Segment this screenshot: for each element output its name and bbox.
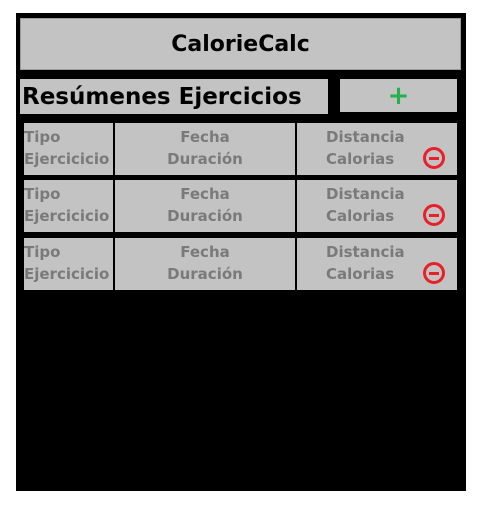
exercise-distance-cell bbox=[297, 238, 457, 290]
exercise-date: Fecha bbox=[180, 243, 230, 261]
section-title: Resúmenes Ejercicios bbox=[20, 79, 328, 114]
exercise-date-cell bbox=[115, 238, 295, 290]
exercise-distance-cell bbox=[297, 180, 457, 232]
minus-icon bbox=[429, 214, 439, 217]
exercise-type-label: Tipo bbox=[24, 128, 61, 146]
exercise-date: Fecha bbox=[180, 185, 230, 203]
plus-icon: + bbox=[387, 80, 410, 111]
exercise-duration: Duración bbox=[167, 150, 243, 168]
exercise-calories: Calorias bbox=[326, 265, 395, 283]
exercise-calories: Calorias bbox=[326, 207, 395, 225]
remove-exercise-button[interactable] bbox=[423, 262, 445, 284]
remove-exercise-button[interactable] bbox=[423, 204, 445, 226]
minus-icon bbox=[429, 272, 439, 275]
list-item bbox=[24, 180, 457, 232]
exercise-type-value: Ejercicicio bbox=[24, 150, 110, 168]
remove-exercise-button[interactable] bbox=[423, 147, 445, 169]
exercise-type-label: Tipo bbox=[24, 185, 61, 203]
exercise-distance: Distancia bbox=[326, 128, 405, 146]
exercise-type-value: Ejercicicio bbox=[24, 207, 110, 225]
exercise-type-value: Ejercicicio bbox=[24, 265, 110, 283]
app-window bbox=[16, 13, 466, 491]
exercise-type-cell bbox=[24, 123, 113, 175]
minus-icon bbox=[429, 157, 439, 160]
list-item bbox=[24, 123, 457, 175]
exercise-type-label: Tipo bbox=[24, 243, 61, 261]
exercise-duration: Duración bbox=[167, 265, 243, 283]
exercise-duration: Duración bbox=[167, 207, 243, 225]
exercise-distance: Distancia bbox=[326, 185, 405, 203]
exercise-type-cell bbox=[24, 238, 113, 290]
exercise-distance: Distancia bbox=[326, 243, 405, 261]
exercise-type-cell bbox=[24, 180, 113, 232]
exercise-date-cell bbox=[115, 180, 295, 232]
app-title: CalorieCalc bbox=[20, 18, 461, 70]
exercise-date-cell bbox=[115, 123, 295, 175]
list-item bbox=[24, 238, 457, 290]
exercise-date: Fecha bbox=[180, 128, 230, 146]
exercise-calories: Calorias bbox=[326, 150, 395, 168]
exercise-distance-cell bbox=[297, 123, 457, 175]
add-exercise-button[interactable] bbox=[340, 79, 457, 112]
